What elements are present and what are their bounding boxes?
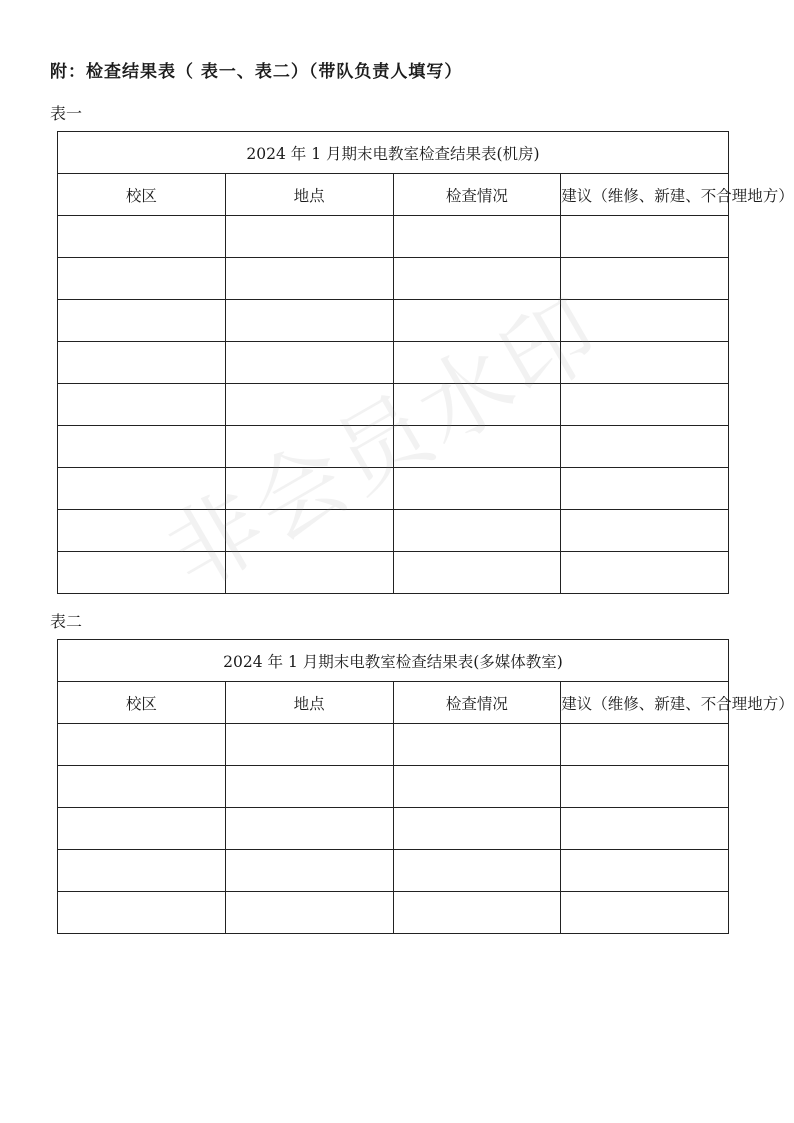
cell-location[interactable] (225, 342, 393, 384)
cell-inspection-status[interactable] (393, 724, 561, 766)
table-row (58, 552, 729, 594)
cell-campus[interactable] (58, 468, 226, 510)
header-campus: 校区 (58, 682, 226, 724)
cell-inspection-status[interactable] (393, 510, 561, 552)
cell-location[interactable] (225, 766, 393, 808)
table-row (58, 300, 729, 342)
cell-campus[interactable] (58, 892, 226, 934)
header-campus: 校区 (58, 174, 226, 216)
cell-location[interactable] (225, 468, 393, 510)
inspection-table-multimedia-classroom (57, 639, 794, 934)
cell-campus[interactable] (58, 850, 226, 892)
cell-inspection-status[interactable] (393, 342, 561, 384)
cell-inspection-status[interactable] (393, 300, 561, 342)
cell-suggestion[interactable] (561, 468, 729, 510)
cell-location[interactable] (225, 300, 393, 342)
table-row (58, 426, 729, 468)
cell-inspection-status[interactable] (393, 258, 561, 300)
table-row (58, 216, 729, 258)
cell-inspection-status[interactable] (393, 552, 561, 594)
cell-location[interactable] (225, 808, 393, 850)
table-row (58, 724, 729, 766)
header-inspection-status: 检查情况 (393, 682, 561, 724)
cell-campus[interactable] (58, 258, 226, 300)
cell-inspection-status[interactable] (393, 468, 561, 510)
table2-body (58, 640, 794, 934)
cell-campus[interactable] (58, 808, 226, 850)
table-row (58, 468, 729, 510)
table-row (58, 850, 729, 892)
cell-suggestion[interactable] (561, 510, 729, 552)
cell-suggestion[interactable] (561, 384, 729, 426)
cell-location[interactable] (225, 384, 393, 426)
table-header-row (58, 174, 729, 216)
table-row (58, 384, 729, 426)
table-row (58, 342, 729, 384)
cell-inspection-status[interactable] (393, 850, 561, 892)
cell-suggestion[interactable] (561, 808, 729, 850)
header-inspection-status: 检查情况 (393, 174, 561, 216)
cell-location[interactable] (225, 510, 393, 552)
table2-label: 表二 (50, 612, 83, 631)
header-suggestion: 建议（维修、新建、不合理地方） (561, 174, 729, 216)
watermark: 非会员水印 (150, 277, 620, 610)
cell-suggestion[interactable] (561, 724, 729, 766)
cell-location[interactable] (225, 850, 393, 892)
cell-campus[interactable] (58, 724, 226, 766)
table-row (58, 808, 729, 850)
cell-campus[interactable] (58, 766, 226, 808)
cell-location[interactable] (225, 892, 393, 934)
table-title-row (58, 640, 729, 682)
header-suggestion: 建议（维修、新建、不合理地方） (561, 682, 729, 724)
table-title: 2024 年 1 月期末电教室检查结果表(机房) (58, 132, 729, 174)
table1-label: 表一 (50, 104, 83, 123)
table-row (58, 892, 729, 934)
cell-suggestion[interactable] (561, 850, 729, 892)
cell-inspection-status[interactable] (393, 384, 561, 426)
header-location: 地点 (225, 174, 393, 216)
cell-campus[interactable] (58, 300, 226, 342)
cell-location[interactable] (225, 216, 393, 258)
table-title: 2024 年 1 月期末电教室检查结果表(多媒体教室) (58, 640, 729, 682)
cell-inspection-status[interactable] (393, 426, 561, 468)
cell-location[interactable] (225, 552, 393, 594)
table1-body (58, 132, 794, 594)
table-title-row (58, 132, 729, 174)
cell-location[interactable] (225, 426, 393, 468)
cell-campus[interactable] (58, 384, 226, 426)
header-location: 地点 (225, 682, 393, 724)
cell-campus[interactable] (58, 216, 226, 258)
cell-suggestion[interactable] (561, 552, 729, 594)
cell-suggestion[interactable] (561, 892, 729, 934)
cell-suggestion[interactable] (561, 258, 729, 300)
cell-campus[interactable] (58, 552, 226, 594)
cell-location[interactable] (225, 724, 393, 766)
table-header-row (58, 682, 729, 724)
cell-campus[interactable] (58, 342, 226, 384)
inspection-table-computer-lab (57, 131, 794, 594)
cell-suggestion[interactable] (561, 342, 729, 384)
cell-suggestion[interactable] (561, 426, 729, 468)
table-row (58, 510, 729, 552)
table-row (58, 258, 729, 300)
cell-campus[interactable] (58, 426, 226, 468)
cell-location[interactable] (225, 258, 393, 300)
cell-suggestion[interactable] (561, 766, 729, 808)
cell-suggestion[interactable] (561, 300, 729, 342)
page-heading: 附：检查结果表（ 表一、表二）（带队负责人填写） (50, 62, 463, 82)
cell-suggestion[interactable] (561, 216, 729, 258)
cell-inspection-status[interactable] (393, 216, 561, 258)
cell-inspection-status[interactable] (393, 892, 561, 934)
cell-campus[interactable] (58, 510, 226, 552)
cell-inspection-status[interactable] (393, 766, 561, 808)
cell-inspection-status[interactable] (393, 808, 561, 850)
table-row (58, 766, 729, 808)
